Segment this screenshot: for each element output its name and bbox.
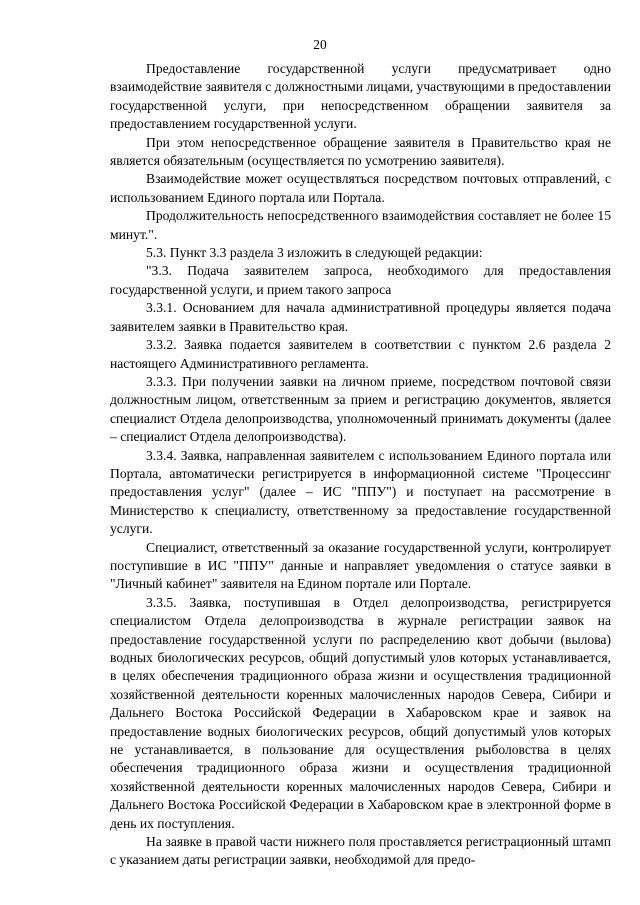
paragraph: 3.3.3. При получении заявки на личном приеме, посредством почтовой связи должностным лицом, ответственным за прием и регистрацию документов, является специалист Отдела делопроизводства, уполномоченный принимать документы (далее – специалист Отдела делопроизводства).	[110, 373, 611, 445]
page-number: 20	[313, 37, 327, 52]
paragraph: Специалист, ответственный за оказание государственной услуги, контролирует поступившие в ИС "ППУ" данные и направляет уведомления о статусе заявки в "Личный кабинет" заявителя на Едином портале или Портале.	[110, 539, 611, 592]
paragraph: 3.3.1. Основанием для начала административной процедуры является подача заявителем заявки в Правительство края.	[110, 300, 611, 334]
document-body	[110, 60, 611, 870]
paragraph: 3.3.5. Заявка, поступившая в Отдел делопроизводства, регистрируется специалистом Отдела делопроизводства в журнале регистрации заявок на предоставление государственной услуги по распределению квот добычи (вылова) водных биологических ресурсов, общий допустимый улов которых устанавливается, в целях обеспечения традиционного образа жизни и осуществления традиционной хозяйственной деятельности коренных малочисленных народов Севера, Сибири и Дальнего Востока Российской Федерации в Хабаровском крае и заявок на предоставление водных биологических ресурсов, общий допустимый улов которых не устанавливается, в пользование для осуществления рыболовства в целях обеспечения традиционного образа жизни и осуществления традиционной хозяйственной деятельности коренных малочисленных народов Севера, Сибири и Дальнего Востока Российской Федерации в Хабаровском крае в электронной форме в день их поступления.	[110, 594, 611, 831]
paragraph: 3.3.2. Заявка подается заявителем в соответствии с пунктом 2.6 раздела 2 настоящего Административного регламента.	[110, 337, 611, 371]
paragraph: "3.3. Подача заявителем запроса, необходимого для предоставления государственной услуги, и прием такого запроса	[110, 263, 611, 297]
paragraph: При этом непосредственное обращение заявителя в Правительство края не является обязательным (осуществляется по усмотрению заявителя).	[110, 134, 611, 169]
paragraph: 3.3.4. Заявка, направленная заявителем с использованием Единого портала или Портала, автоматически регистрируется в информационной системе "Процессинг предоставления услуг" (далее – ИС "ППУ") и поступает на рассмотрение в Министерство к специалисту, ответственному за предоставление государственной услуги.	[110, 447, 611, 537]
paragraph: Предоставление государственной услуги предусматривает одно взаимодействие заявителя с должностными лицами, участвующими в предоставлении государственной услуги, при непосредственном обращении заявителя за предоставлением государственной услуги.	[110, 61, 611, 132]
paragraph: 5.3. Пункт 3.3 раздела 3 изложить в следующей редакции:	[146, 245, 483, 261]
paragraph: Продолжительность непосредственного взаимодействия составляет не более 15 минут.".	[110, 208, 611, 242]
paragraph: На заявке в правой части нижнего поля проставляется регистрационный штамп с указанием даты регистрации заявки, необходимой для предо-	[110, 834, 611, 868]
paragraph: Взаимодействие может осуществляться посредством почтовых отправлений, с использованием Единого портала или Портала.	[110, 171, 611, 205]
